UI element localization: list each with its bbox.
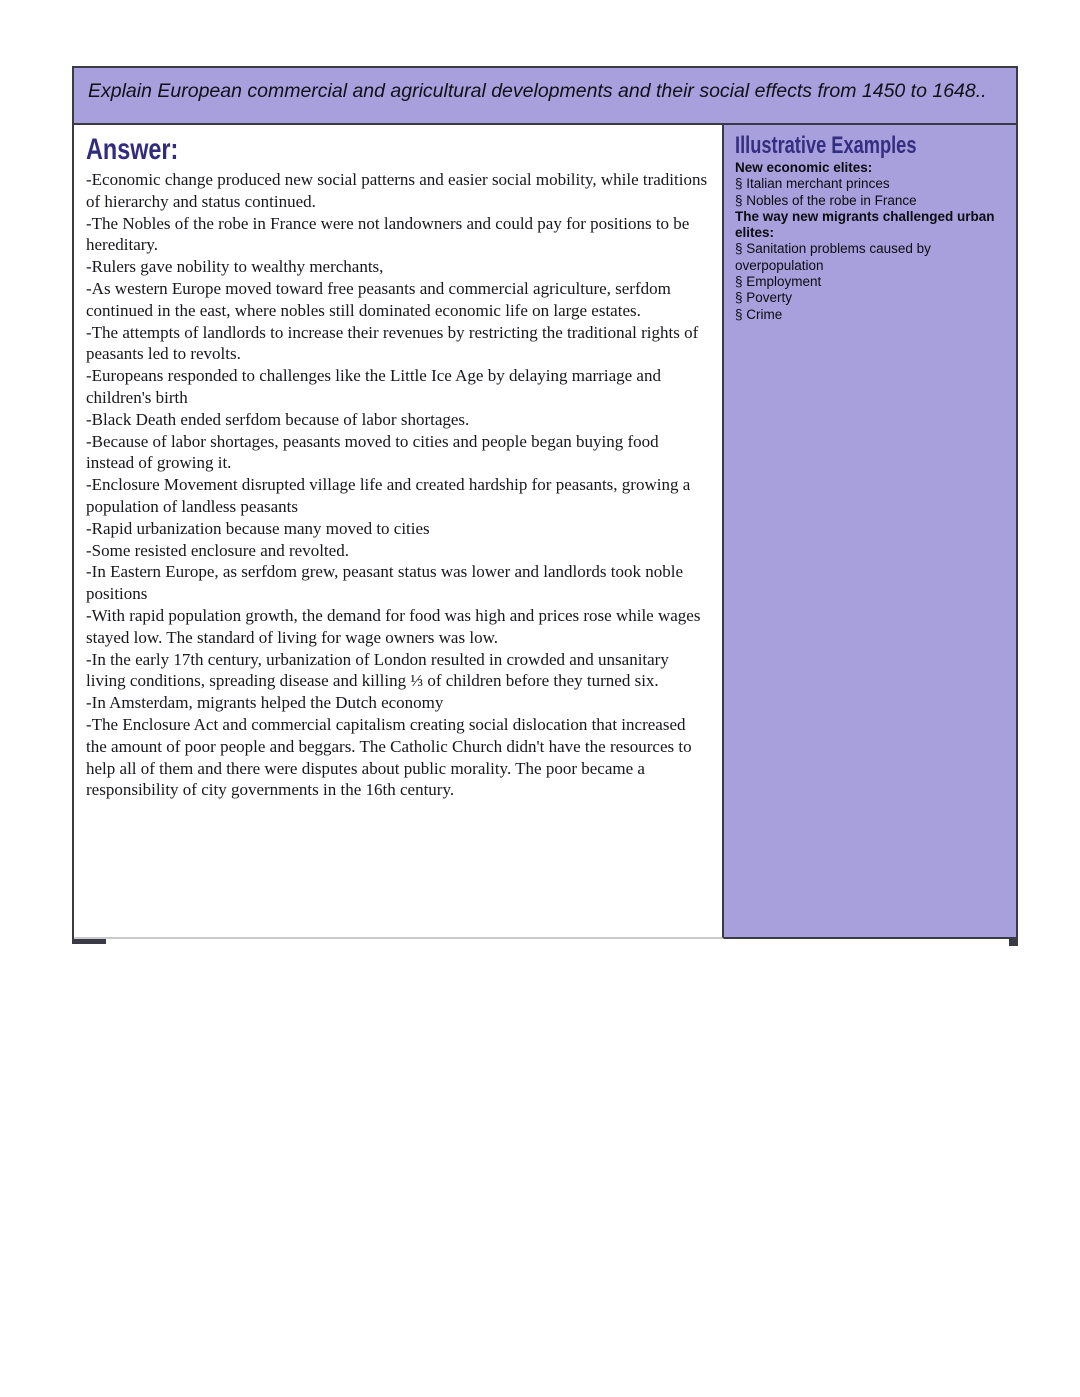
worksheet bbox=[72, 66, 1018, 941]
example-group-title: The way new migrants challenged urban elites: bbox=[735, 208, 995, 241]
answer-item: -In Amsterdam, migrants helped the Dutch economy bbox=[86, 693, 444, 713]
answer-item: -With rapid population growth, the demand for food was high and prices rose while wages stayed low. The standard of living for wage owners was low. bbox=[86, 605, 701, 647]
corner-mark bbox=[72, 939, 106, 944]
example-item: § Crime bbox=[735, 306, 783, 322]
example-group-title: New economic elites: bbox=[735, 160, 873, 175]
answer-item: -In Eastern Europe, as serfdom grew, peasant status was lower and landlords took noble positions bbox=[86, 562, 684, 604]
answer-heading: Answer: bbox=[86, 133, 179, 166]
illustrative-examples-heading: Illustrative Examples bbox=[735, 132, 917, 159]
answer-section bbox=[74, 125, 724, 939]
content-row bbox=[74, 125, 1016, 939]
answer-item: -In the early 17th century, urbanization of London resulted in crowded and unsanitary living conditions, spreading disease and killing ⅓ of children before they turned six. bbox=[86, 649, 669, 691]
question-bar bbox=[74, 68, 1016, 125]
answer-item: -Some resisted enclosure and revolted. bbox=[86, 540, 349, 560]
example-item: § Italian merchant princes bbox=[735, 176, 890, 192]
answer-item: -Because of labor shortages, peasants moved to cities and people began buying food instead of growing it. bbox=[86, 431, 659, 473]
answer-item: -As western Europe moved toward free peasants and commercial agriculture, serfdom continued in the east, where nobles still dominated economic life on large estates. bbox=[86, 278, 671, 320]
illustrative-examples-sidebar bbox=[724, 125, 1016, 939]
answer-item: -Enclosure Movement disrupted village life and created hardship for peasants, growing a population of landless peasants bbox=[86, 475, 691, 516]
example-item: § Employment bbox=[735, 274, 822, 290]
answer-item: -Economic change produced new social patterns and easier social mobility, while traditions of hierarchy and status continued. bbox=[86, 170, 708, 211]
answer-item: -Black Death ended serfdom because of labor shortages. bbox=[86, 409, 470, 429]
answer-item: -Rulers gave nobility to wealthy merchants, bbox=[86, 257, 384, 277]
question-text: Explain European commercial and agricultural developments and their social effects from 1450 to 1648.. bbox=[88, 80, 987, 102]
example-item: § Nobles of the robe in France bbox=[735, 192, 917, 208]
answer-item: -The attempts of landlords to increase their revenues by restricting the traditional rights of peasants led to revolts. bbox=[86, 322, 699, 364]
example-item: § Poverty bbox=[735, 290, 793, 306]
answer-body bbox=[86, 169, 710, 801]
answer-item: -The Nobles of the robe in France were not landowners and could pay for positions to be hereditary. bbox=[86, 213, 690, 255]
corner-mark bbox=[1009, 939, 1018, 946]
answer-item: -Europeans responded to challenges like the Little Ice Age by delaying marriage and children's birth bbox=[86, 366, 661, 407]
example-item: § Sanitation problems caused by overpopulation bbox=[735, 241, 931, 273]
answer-item: -The Enclosure Act and commercial capitalism creating social dislocation that increased the amount of poor people and beggars. The Catholic Church didn't have the resources to help all of them and there were disputes about public morality. The poor became a responsibility of city governments in the 16th century. bbox=[86, 714, 692, 800]
answer-item: -Rapid urbanization because many moved to cities bbox=[86, 518, 430, 538]
